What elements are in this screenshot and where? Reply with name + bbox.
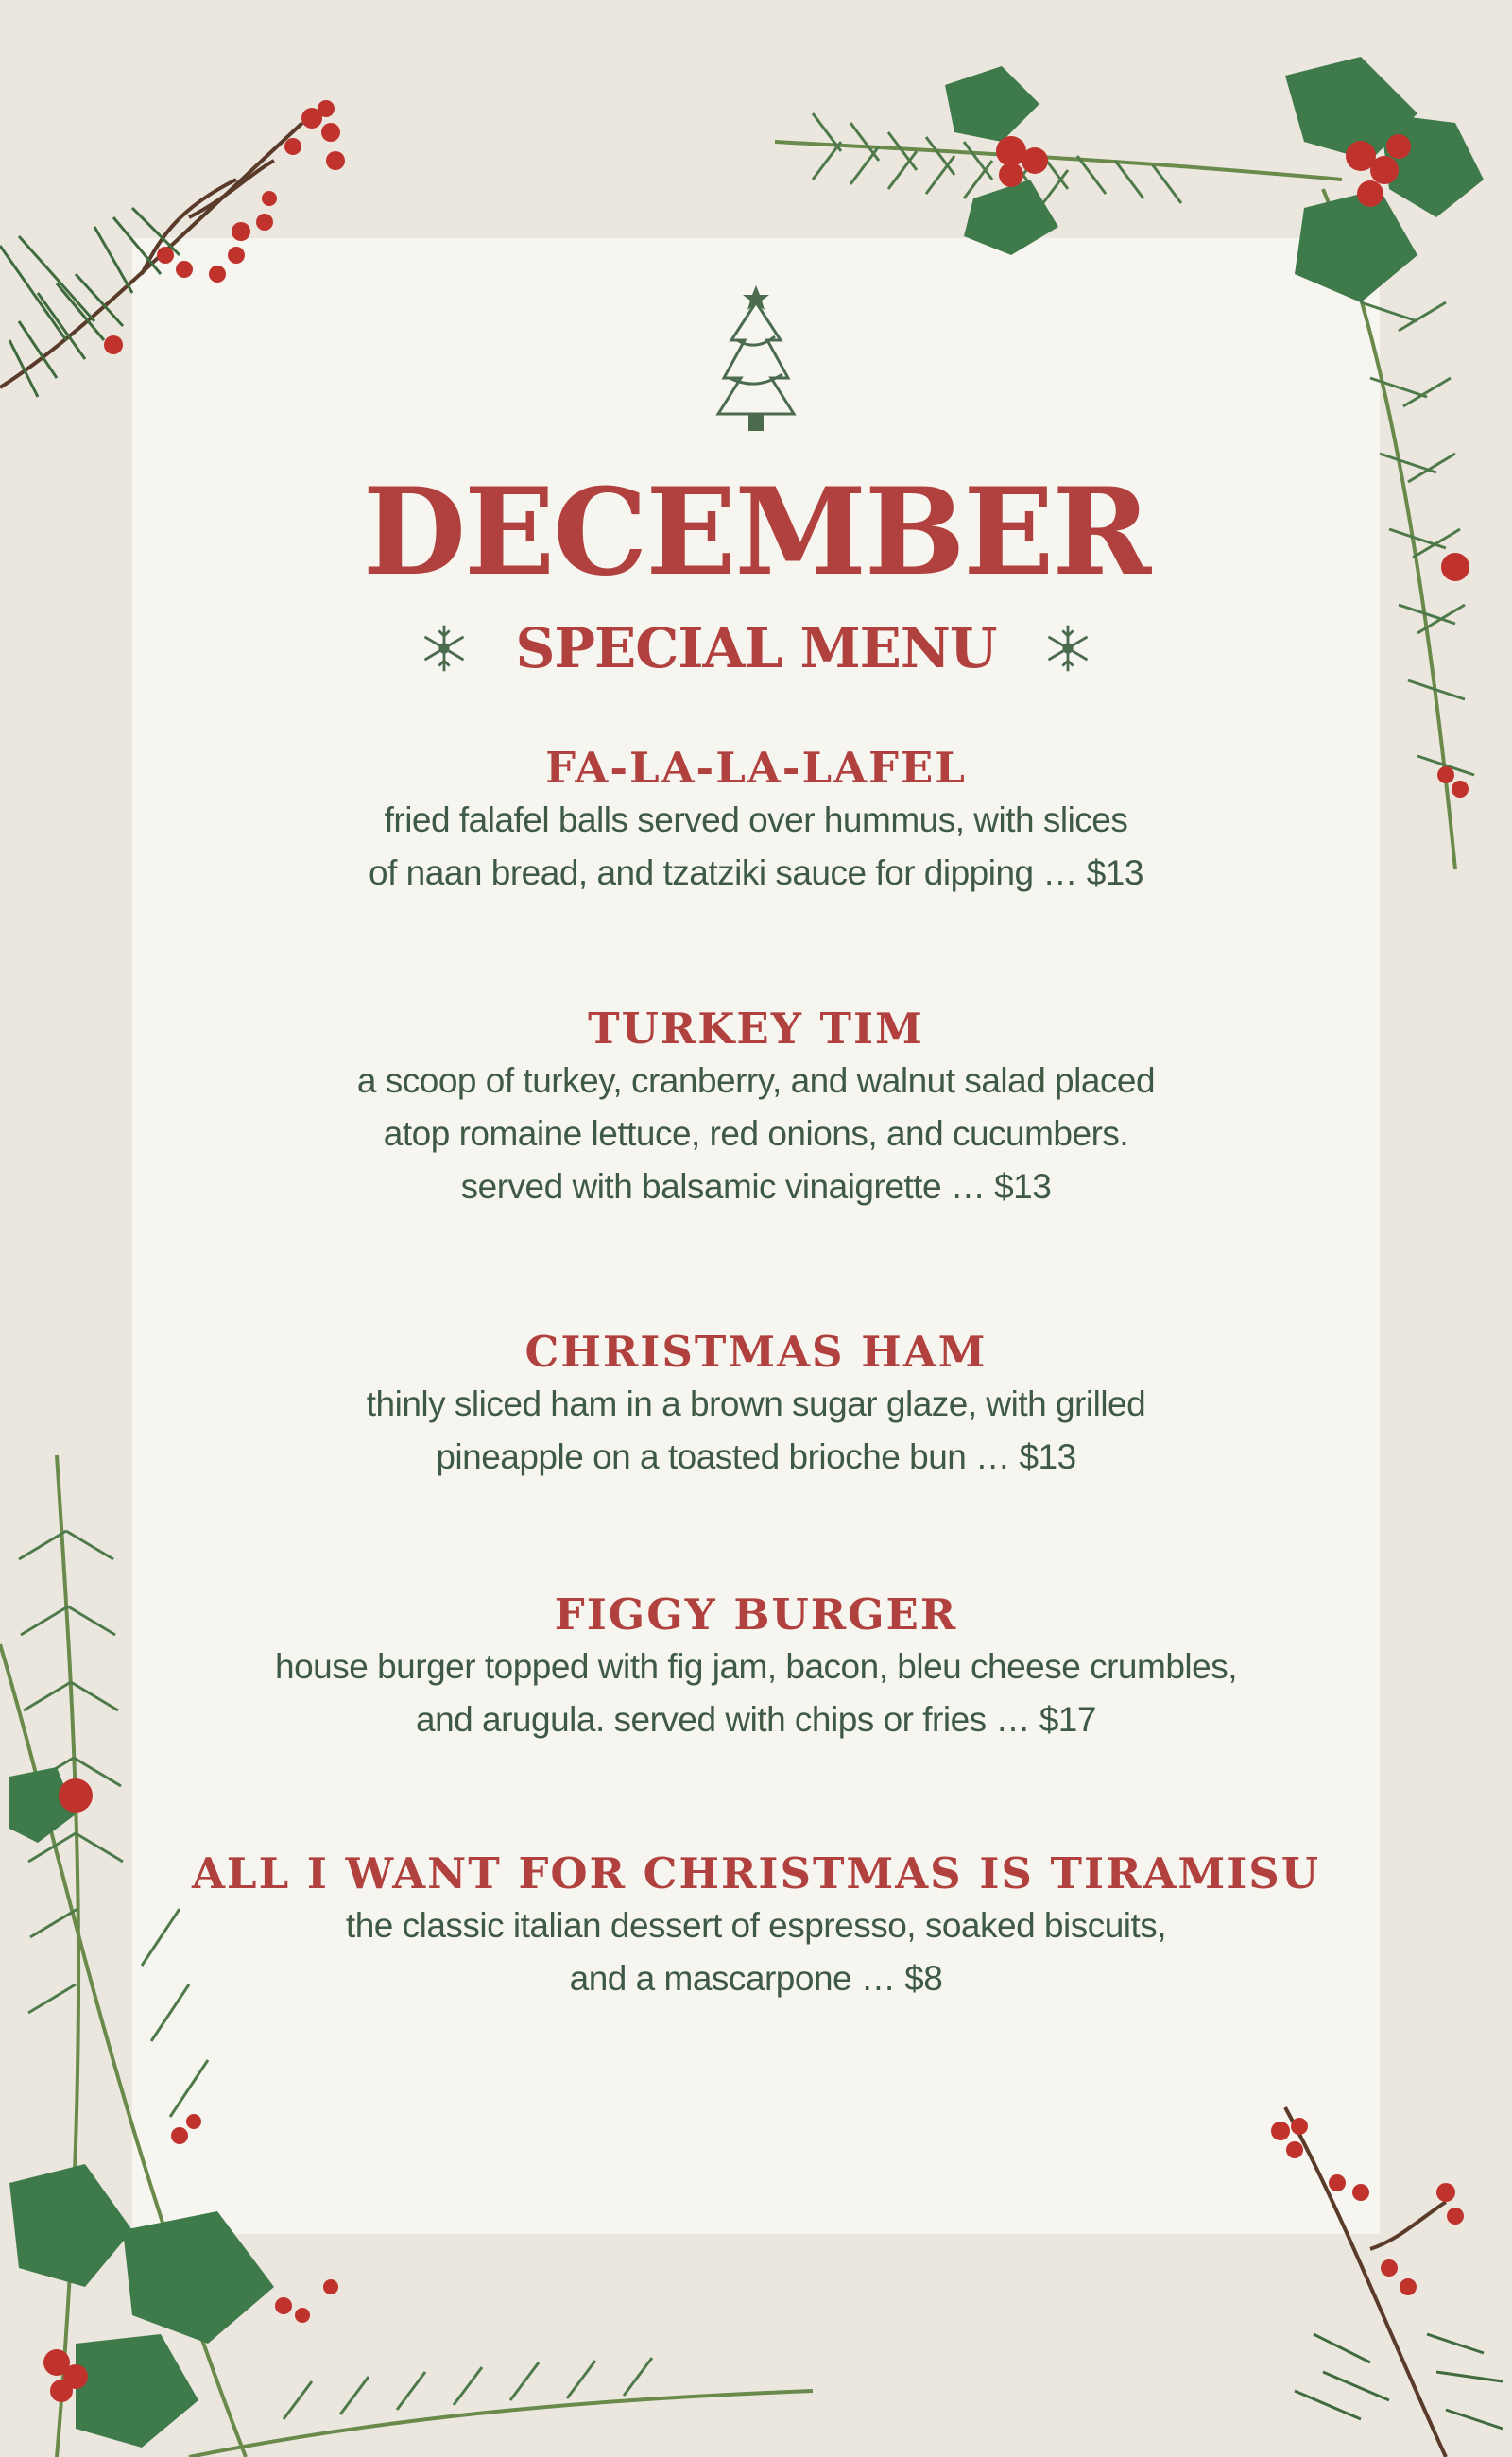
- description-line: of naan bread, and tzatziki sauce for dipping … $13: [369, 853, 1143, 892]
- item-description: [189, 794, 1323, 900]
- berry-branch-decoration: [0, 57, 359, 435]
- item-name: FA-LA-LA-LAFEL: [545, 743, 967, 793]
- menu-item: [189, 1327, 1323, 1484]
- snowflake-icon: [418, 622, 471, 675]
- description-line: a scoop of turkey, cranberry, and walnut salad placed: [356, 1061, 1156, 1100]
- description-line: pineapple on a toasted brioche bun … $13: [436, 1437, 1076, 1476]
- snowflake-icon: [1041, 622, 1094, 675]
- description-line: and arugula. served with chips or fries … $17: [416, 1700, 1096, 1739]
- description-line: served with balsamic vinaigrette … $13: [460, 1167, 1052, 1206]
- menu-item: [189, 1589, 1323, 1746]
- item-name: CHRISTMAS HAM: [524, 1327, 988, 1377]
- menu-item: [189, 1848, 1323, 2005]
- menu-subtitle: SPECIAL MENU: [515, 616, 997, 680]
- item-description: [189, 1055, 1323, 1213]
- item-description: [189, 1378, 1323, 1484]
- description-line: thinly sliced ham in a brown sugar glaze, with grilled: [366, 1384, 1146, 1423]
- description-line: house burger topped with fig jam, bacon, bleu cheese crumbles,: [275, 1647, 1237, 1686]
- menu-title: DECEMBER: [362, 462, 1150, 602]
- description-line: the classic italian dessert of espresso, soaked biscuits,: [345, 1906, 1167, 1945]
- item-description: [189, 1899, 1323, 2005]
- menu-item: [189, 1004, 1323, 1213]
- item-name: FIGGY BURGER: [554, 1589, 958, 1640]
- item-description: [189, 1641, 1323, 1746]
- description-line: and a mascarpone … $8: [569, 1959, 943, 1998]
- item-name: ALL I WANT FOR CHRISTMAS IS TIRAMISU: [192, 1848, 1320, 1899]
- menu-item: [189, 743, 1323, 900]
- subtitle-row: [0, 616, 1512, 680]
- description-line: atop romaine lettuce, red onions, and cucumbers.: [383, 1114, 1129, 1153]
- berry-branch-decoration: [1257, 2098, 1512, 2457]
- item-name: TURKEY TIM: [588, 1004, 924, 1054]
- christmas-tree-icon: [713, 284, 799, 435]
- description-line: fried falafel balls served over hummus, with slices: [384, 800, 1128, 839]
